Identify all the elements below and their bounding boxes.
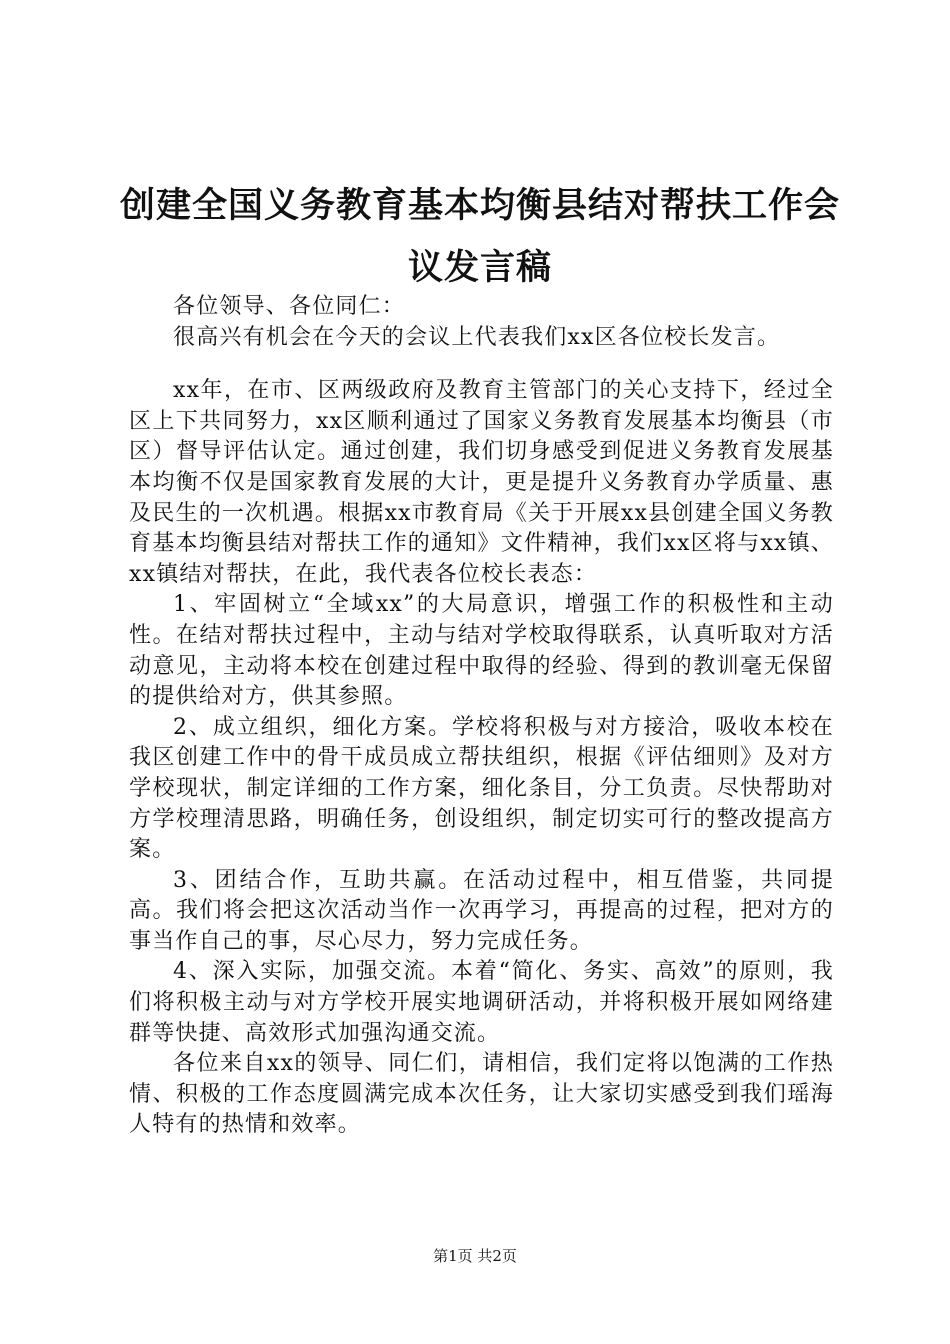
pledge-item-4: 4、深入实际，加强交流。本着“简化、务实、高效”的原则，我们将积极主动与对方学校开展实地调研活动，并将积极开展如网络建群等快捷、高效形式加强沟通交流。	[129, 959, 834, 1046]
pledge-item-3: 3、团结合作，互助共赢。在活动过程中，相互借鉴，共同提高。我们将会把这次活动当作一次再学习，再提高的过程，把对方的事当作自己的事，尽心尽力，努力完成任务。	[129, 867, 834, 954]
page-number-footer: 第1页 共2页	[433, 1247, 517, 1265]
pledge-item-1: 1、牢固树立“全域xx”的大局意识，增强工作的积极性和主动性。在结对帮扶过程中，主动与结对学校取得联系，认真听取对方活动意见，主动将本校在创建过程中取得的经验、得到的教训毫无保留的提供给对方，供其参照。	[129, 592, 834, 710]
closing-paragraph: 各位来自xx的领导、同仁们，请相信，我们定将以饱满的工作热情、积极的工作态度圆满完成本次任务，让大家切实感受到我们瑶海人特有的热情和效率。	[129, 1051, 834, 1138]
document-title-line-1: 创建全国义务教育基本均衡县结对帮扶工作会	[119, 186, 840, 226]
document-body	[129, 292, 834, 1141]
pledge-item-2: 2、成立组织，细化方案。学校将积极与对方接洽，吸收本校在我区创建工作中的骨干成员成立帮扶组织，根据《评估细则》及对方学校现状，制定详细的工作方案，细化条目，分工负责。尽快帮助对方学校理清思路，明确任务，创设组织，制定切实可行的整改提高方案。	[129, 714, 834, 863]
background-paragraph: xx年，在市、区两级政府及教育主管部门的关心支持下，经过全区上下共同努力，xx区顺利通过了国家义务教育发展基本均衡县（市区）督导评估认定。通过创建，我们切身感受到促进义务教育发展基本均衡不仅是国家教育发展的大计，更是提升义务教育办学质量、惠及民生的一次机遇。根据xx市教育局《关于开展xx县创建全国义务教育基本均衡县结对帮扶工作的通知》文件精神，我们xx区将与xx镇、xx镇结对帮扶，在此，我代表各位校长表态：	[129, 378, 834, 587]
salutation-paragraph: 各位领导、各位同仁：	[173, 294, 406, 319]
document-title-line-2: 议发言稿	[407, 248, 552, 288]
opening-paragraph: 很高兴有机会在今天的会议上代表我们xx区各位校长发言。	[173, 324, 781, 350]
